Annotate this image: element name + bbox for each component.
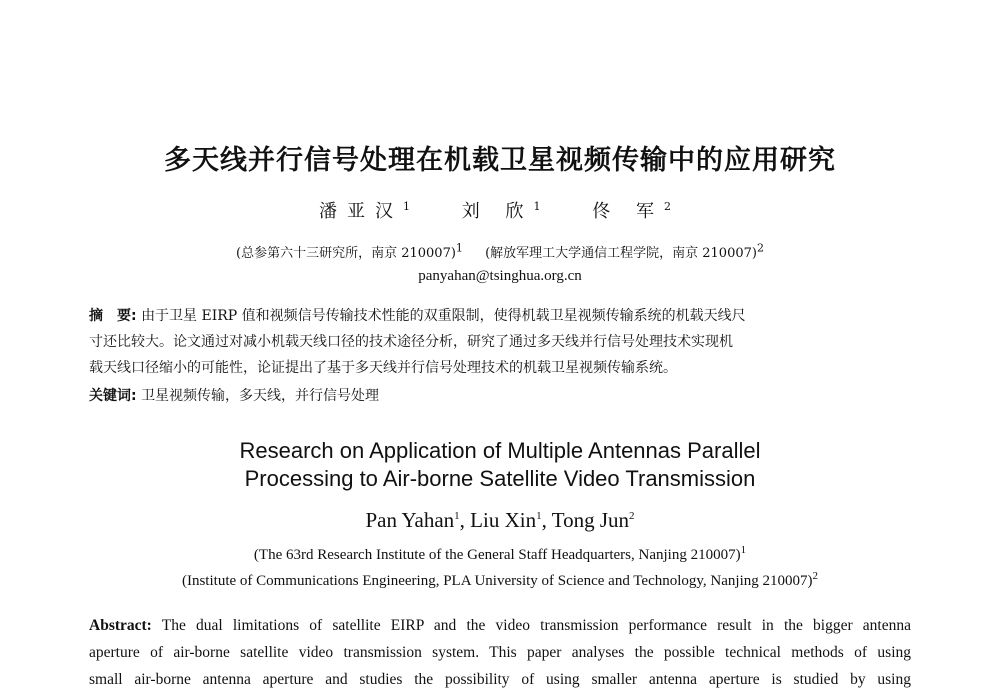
english-title-line-2: Processing to Air-borne Satellite Video Transmission xyxy=(244,466,756,491)
english-abstract-label: Abstract: xyxy=(89,617,152,634)
english-author-2: , Liu Xin$^1$ xyxy=(460,508,542,532)
chinese-affiliation-2: (解放军理工大学通信工程学院，南京 210007)$^2$ xyxy=(485,241,764,261)
chinese-authors xyxy=(0,197,1000,223)
chinese-abstract-label: 摘 要: xyxy=(89,308,137,324)
english-abstract-line-1: Abstract: The dual limitations of satellite EIRP and the video transmission performance result in the bigger antenna xyxy=(89,617,911,634)
chinese-title: 多天线并行信号处理在机载卫星视频传输中的应用研究 xyxy=(164,145,836,176)
chinese-author-2: 刘 欣$^1$ xyxy=(461,200,551,222)
english-author-1: Pan Yahan$^1$ xyxy=(365,508,460,532)
english-title xyxy=(0,437,1000,493)
english-authors xyxy=(0,508,1000,533)
english-abstract xyxy=(89,612,911,693)
chinese-keywords-text: 卫星视频传输，多天线，并行信号处理 xyxy=(141,388,380,404)
chinese-keywords xyxy=(89,385,911,405)
english-affiliation-2: (Institute of Communications Engineering, PLA University of Science and Technology, Nanjing 210007)$^2$ xyxy=(181,570,818,589)
chinese-keywords-label: 关键词: xyxy=(89,388,137,404)
english-affiliation-1: (The 63rd Research Institute of the General Staff Headquarters, Nanjing 210007)$^1$ xyxy=(253,544,747,563)
chinese-author-3: 佟 军$^2$ xyxy=(592,200,681,222)
author-email: panyahan@tsinghua.org.cn xyxy=(418,268,582,284)
english-abstract-line-2: aperture of air-borne satellite video transmission system. This paper analyses the possible technical methods of using xyxy=(89,644,911,661)
chinese-abstract xyxy=(89,303,911,381)
chinese-affiliations xyxy=(0,242,1000,261)
chinese-abstract-line-2: 寸还比较大。论文通过对减小机载天线口径的技术途径分析，研究了通过多天线并行信号处理技术实现机 xyxy=(89,334,733,350)
english-title-line-1: Research on Application of Multiple Antennas Parallel xyxy=(239,438,761,463)
chinese-abstract-line-3: 载天线口径缩小的可能性，论证提出了基于多天线并行信号处理技术的机载卫星视频传输系统。 xyxy=(89,360,677,376)
chinese-abstract-line-1: 摘 要: 由于卫星 EIRP 值和视频信号传输技术性能的双重限制，使得机载卫星视频传输系统的机载天线尺 xyxy=(89,308,746,324)
chinese-author-1: 潘亚汉$^1$ xyxy=(319,200,421,222)
chinese-affiliation-1: (总参第六十三研究所，南京 210007)$^1$ xyxy=(236,241,463,261)
english-abstract-line-3: small air-borne antenna aperture and studies the possibility of using smaller antenna aperture is studied by using xyxy=(89,671,911,688)
english-author-3: , Tong Jun$^2$ xyxy=(542,508,635,532)
